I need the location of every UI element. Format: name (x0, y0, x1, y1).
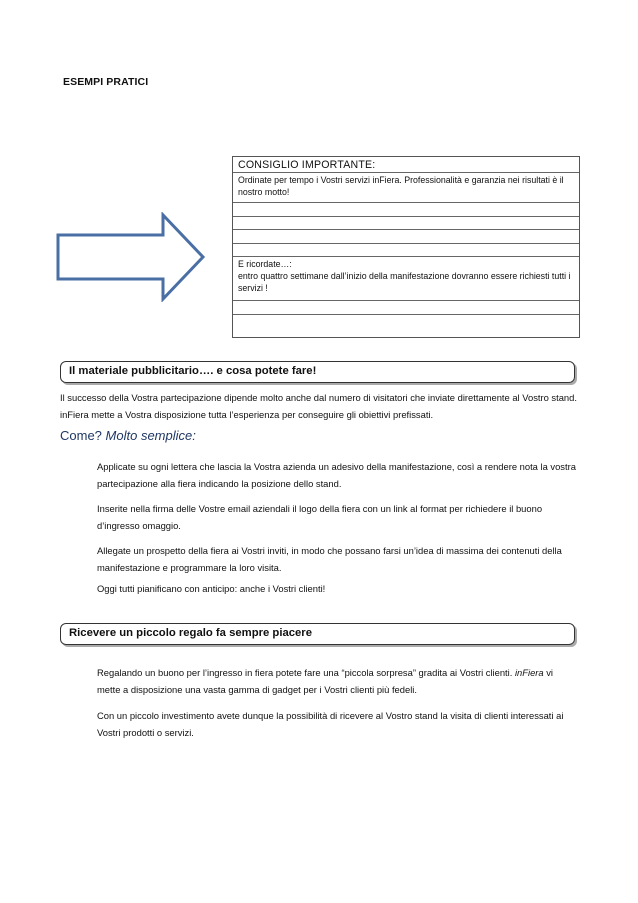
list-item: Inserite nella firma delle Vostre email aziendali il logo della fiera con un link al format per richiedere il buono d’ingresso omaggio. (97, 503, 543, 531)
tip-box-blank-row (233, 244, 579, 258)
intro-paragraph: Il successo della Vostra partecipazione dipende molto anche dal numero di visitatori che inviate direttamente al Vostro stand. inFiera mette a Vostra disposizione tutta l’esperienza per conseguire gli obiettivi prefissati. (60, 392, 577, 420)
tip-box-remember-label: E ricordate…: (238, 259, 292, 269)
come-label: Come? (60, 428, 102, 443)
list-item: Applicate su ogni lettera che lascia la Vostra azienda un adesivo della manifestazione, così a rendere nota la vostra partecipazione alla fiera indicando la posizione dello stand. (97, 461, 576, 489)
tip-box-title: CONSIGLIO IMPORTANTE: (233, 157, 579, 173)
gift-paragraph (97, 664, 577, 698)
tip-box-remember (233, 257, 579, 301)
tip-box-blank-row (233, 203, 579, 217)
tip-box (232, 156, 580, 338)
tip-box-blank-row (233, 217, 579, 231)
gift-text-before: Regalando un buono per l’ingresso in fiera potete fare una “piccola sorpresa” gradita ai Vostri clienti. (97, 667, 513, 678)
page-heading: ESEMPI PRATICI (63, 76, 149, 88)
section-banner-materiale: Il materiale pubblicitario…. e cosa potete fare! (60, 361, 575, 383)
section-banner-regalo: Ricevere un piccolo regalo fa sempre piacere (60, 623, 575, 645)
right-arrow-icon (55, 212, 207, 302)
list-item: Allegate un prospetto della fiera ai Vostri inviti, in modo che possano farsi un’idea di massima dei contenuti della manifestazione e programmare la loro visita. (97, 545, 562, 573)
tip-box-blank-row (233, 315, 579, 329)
tip-box-blank-row (233, 301, 579, 315)
brand-name: inFiera (514, 667, 544, 678)
tip-box-remember-text: entro quattro settimane dall’inizio della manifestazione dovranno essere richiesti tutti i servizi ! (238, 271, 571, 293)
list-item: Oggi tutti pianificano con anticipo: anche i Vostri clienti! (97, 583, 326, 594)
gift-text-after: vi mette a disposizione una vasta gamma di gadget per i Vostri clienti più fedeli. (97, 667, 554, 695)
tip-box-order-text: Ordinate per tempo i Vostri servizi inFiera. Professionalità e garanzia nei risultati è il nostro motto! (233, 173, 579, 203)
come-answer: Molto semplice: (105, 428, 196, 443)
investment-paragraph: Con un piccolo investimento avete dunque la possibilità di ricevere al Vostro stand la visita di clienti interessati ai Vostri prodotti o servizi. (97, 710, 564, 738)
tip-box-blank-row (233, 230, 579, 244)
come-line (60, 427, 196, 444)
